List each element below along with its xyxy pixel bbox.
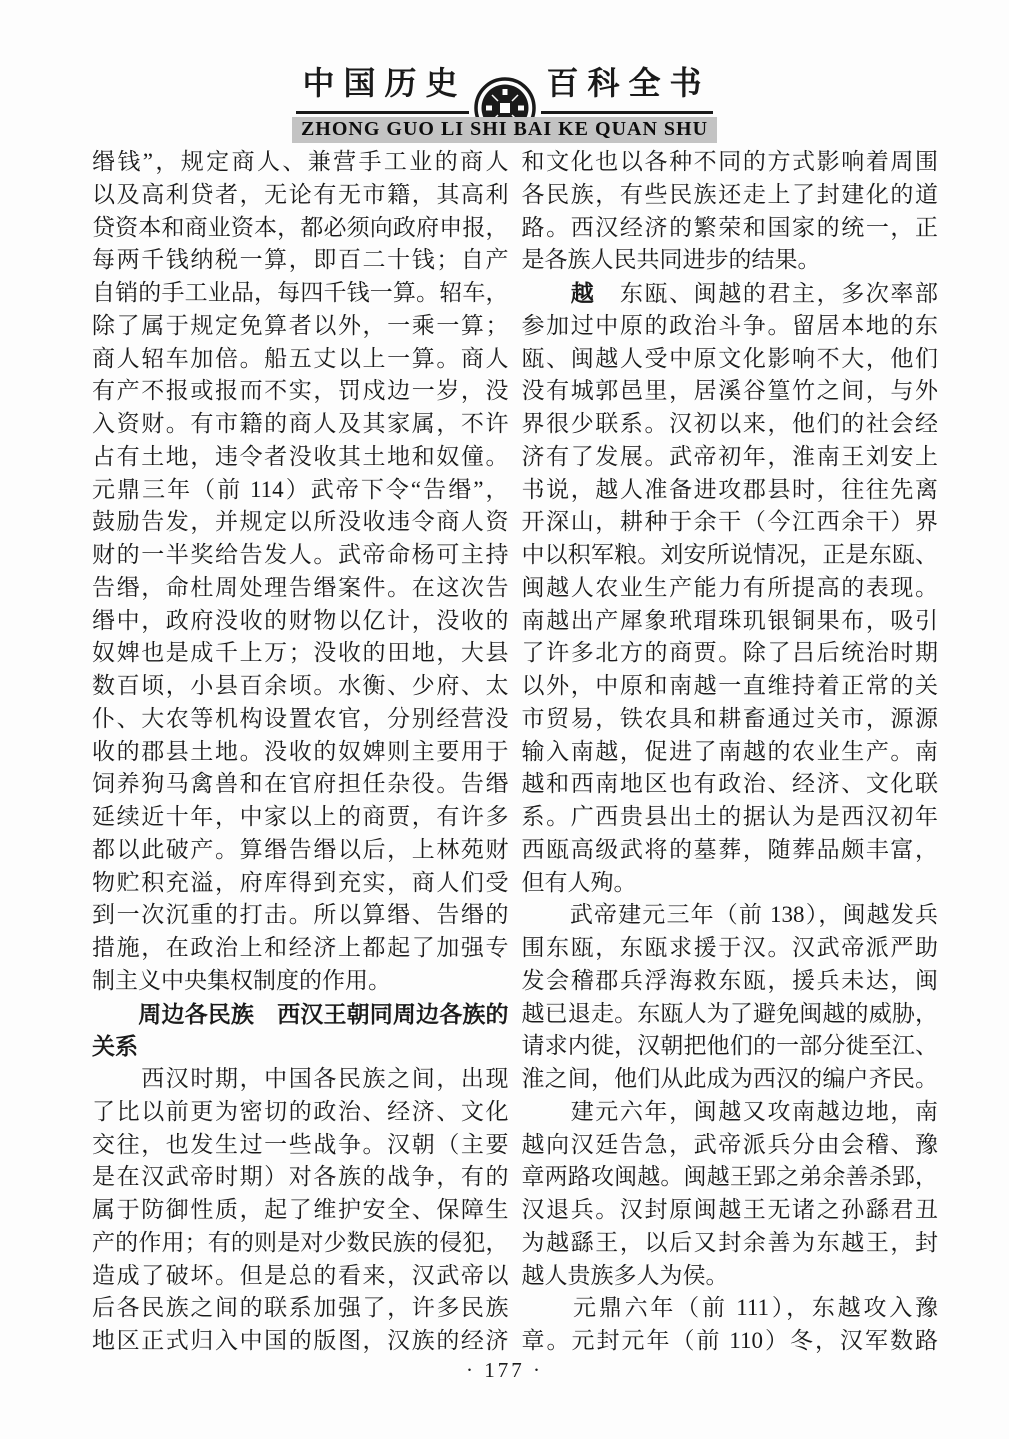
text-line: 财的一半奖给告发人。武帝命杨可主持 (92, 542, 509, 567)
text-line: 以及高利贷者，无论有无市籍，其高利 (92, 181, 509, 207)
text-line: 章。元封元年（前 110）冬，汉军数路 (521, 1328, 938, 1353)
text-line: 参加过中原的政治斗争。留居本地的东 (521, 312, 938, 338)
text-line: 交往，也发生过一些战争。汉朝（主要 (92, 1131, 509, 1157)
text-line: 有产不报或报而不实，罚戍边一岁，没 (92, 378, 509, 404)
text-line: 占有土地，违令者没收其土地和奴僮。 (92, 443, 509, 469)
text-line: 奴婢也是成千上万；没收的田地，大县 (92, 640, 509, 666)
book-title (0, 58, 1009, 114)
text-line: 建元六年，闽越又攻南越边地，南 (521, 1098, 938, 1124)
text-line: 地区正式归入中国的版图，汉族的经济 (92, 1328, 509, 1353)
text-line: 缗中，政府没收的财物以亿计，没收的 (92, 607, 509, 633)
text-line: 入资财。有市籍的商人及其家属，不许 (92, 411, 509, 436)
text-line: 都以此破产。算缗告缗以后，上林苑财 (92, 836, 509, 862)
page-header (0, 58, 1009, 143)
book-title-left: 中国历史 (296, 58, 468, 114)
text-line: 措施，在政治上和经济上都起了加强专 (92, 935, 509, 960)
text-line: 商人轺车加倍。船五丈以上一算。商人 (92, 345, 509, 371)
text-line: 收的郡县土地。没收的奴婢则主要用于 (92, 738, 509, 764)
text-line-heading: 越 东瓯、闽越的君主，多次率部 (570, 280, 938, 306)
text-line: 为越繇王，以后又封余善为东越王，封 (521, 1229, 938, 1255)
text-line: 告缗，命杜周处理告缗案件。在这次告 (92, 574, 509, 600)
text-line: 南越出产犀象玳瑁珠玑银铜果布，吸引 (521, 607, 938, 633)
text-line: 越和西南地区也有政治、经济、文化联 (521, 771, 938, 797)
text-line: 饲养狗马禽兽和在官府担任杂役。告缗 (92, 771, 509, 797)
text-line: 各民族，有些民族还走上了封建化的道 (521, 181, 938, 207)
text-line: 数百顷，小县百余顷。水衡、少府、太 (92, 673, 509, 698)
text-line: 武帝建元三年（前 138），闽越发兵 (521, 902, 938, 928)
text-line: 闽越人农业生产能力有所提高的表现。 (521, 574, 938, 600)
text-line: 书说，越人准备进攻郡县时，往往先离 (521, 476, 938, 502)
text-line: 路。西汉经济的繁荣和国家的统一，正 (521, 214, 938, 240)
text-line: 了比以前更为密切的政治、经济、文化 (92, 1098, 509, 1124)
text-line: 延续近十年，中家以上的商贾，有许多 (92, 804, 509, 829)
text-line: 属于防御性质，起了维护安全、保障生 (92, 1197, 509, 1222)
text-line: 章两路攻闽越。闽越王郢之弟余善杀郢， (521, 1164, 938, 1190)
text-line: 但有人殉。 (521, 869, 637, 895)
text-line: 造成了破坏。但是总的看来，汉武帝以 (92, 1262, 509, 1288)
text-line: 产的作用；有的则是对少数民族的侵犯， (92, 1229, 509, 1255)
text-line: 是各族人民共同进步的结果。 (521, 247, 821, 273)
text-line: 仆、大农等机构设置农官，分别经营没 (92, 705, 509, 731)
text-line: 济有了发展。武帝初年，淮南王刘安上 (521, 443, 938, 469)
text-line: 越向汉廷告急，武帝派兵分由会稽、豫 (521, 1131, 938, 1157)
text-line-heading: 关系 (92, 1033, 138, 1060)
text-line: 到一次沉重的打击。所以算缗、告缗的 (92, 902, 509, 928)
text-line: 物贮积充溢，府库得到充实，商人们受 (92, 869, 509, 895)
page-number: · 177 · (466, 1358, 543, 1382)
text-line: 围东瓯，东瓯求援于汉。汉武帝派严助 (521, 935, 938, 960)
left-column (92, 146, 509, 1358)
text-line: 界很少联系。汉初以来，他们的社会经 (521, 411, 938, 436)
text-line: 淮之间，他们从此成为西汉的编户齐民。 (521, 1066, 938, 1091)
page-footer (0, 1358, 1009, 1383)
text-line: 除了属于规定免算者以外，一乘一算； (92, 312, 509, 338)
text-line-heading: 周边各民族 西汉王朝同周边各族的 (92, 1000, 509, 1027)
text-line: 后各民族之间的联系加强了，许多民族 (92, 1295, 509, 1321)
text-line: 汉退兵。汉封原闽越王无诸之孙繇君丑 (521, 1197, 938, 1222)
text-line: 请求内徙，汉朝把他们的一部分徙至江、 (521, 1033, 938, 1059)
text-line: 每两千钱纳税一算，即百二十钱；自产 (92, 247, 509, 273)
text-line: 越已退走。东瓯人为了避免闽越的威胁， (521, 1000, 938, 1026)
text-line: 发会稽郡兵浮海救东瓯，援兵未达，闽 (521, 967, 938, 993)
text-line: 自销的手工业品，每四千钱一算。轺车， (92, 280, 509, 305)
book-title-romanized: ZHONG GUO LI SHI BAI KE QUAN SHU (292, 117, 717, 143)
text-line: 元鼎六年（前 111），东越攻入豫 (521, 1295, 938, 1321)
text-line: 制主义中央集权制度的作用。 (92, 967, 391, 993)
text-line: 鼓励告发，并规定以所没收违令商人资 (92, 509, 509, 535)
text-line: 中以积军粮。刘安所说情况，正是东瓯、 (521, 542, 938, 567)
text-line: 没有城郭邑里，居溪谷篁竹之间，与外 (521, 378, 938, 404)
text-line: 瓯、闽越人受中原文化影响不大，他们 (521, 345, 938, 371)
text-line: 西汉时期，中国各民族之间，出现 (92, 1066, 509, 1091)
text-line: 贷资本和商业资本，都必须向政府申报， (92, 214, 509, 240)
text-line: 和文化也以各种不同的方式影响着周围 (521, 149, 938, 174)
text-line: 了许多北方的商贾。除了吕后统治时期 (521, 640, 938, 666)
text-line: 开深山，耕种于余干（今江西余干）界 (521, 509, 938, 535)
text-line: 元鼎三年（前 114）武帝下令“告缗”， (92, 476, 509, 502)
text-line: 西瓯高级武将的墓葬，随葬品颇丰富， (521, 836, 938, 862)
text-line: 系。广西贵县出土的据认为是西汉初年 (521, 804, 938, 829)
text-line: 缗钱”，规定商人、兼营手工业的商人 (92, 149, 509, 174)
text-line: 越人贵族多人为侯。 (521, 1262, 729, 1288)
book-title-right: 百科全书 (541, 58, 713, 114)
text-line: 是在汉武帝时期）对各族的战争，有的 (92, 1164, 509, 1190)
text-line: 市贸易，铁农具和耕畜通过关市，源源 (521, 705, 938, 731)
text-line: 输入南越，促进了南越的农业生产。南 (521, 738, 938, 764)
text-columns (92, 146, 938, 1358)
right-column (522, 146, 939, 1358)
text-line: 以外，中原和南越一直维持着正常的关 (521, 673, 938, 698)
